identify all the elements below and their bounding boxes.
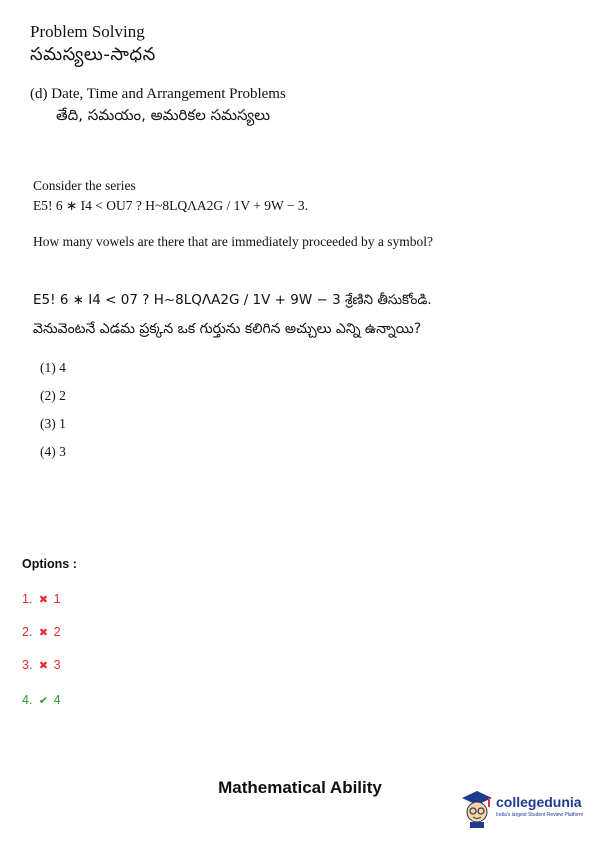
answer-number: 3. <box>22 658 33 672</box>
cross-icon: ✖ <box>38 660 49 672</box>
answer-option-4 <box>22 693 61 707</box>
footer-title: Mathematical Ability <box>218 778 382 797</box>
brand-name: collegedunia <box>496 794 582 810</box>
cross-icon: ✖ <box>38 627 49 639</box>
answer-option-2 <box>22 625 61 639</box>
answer-value: 4 <box>53 693 61 707</box>
page-title-telugu: సమస్యలు-సాధన <box>30 44 156 65</box>
question-option-3: (3) 1 <box>40 416 66 431</box>
answer-value: 1 <box>53 592 61 606</box>
question-option-2: (2) 2 <box>40 388 66 403</box>
answer-number: 4. <box>22 693 33 707</box>
question-prompt: How many vowels are there that are immediately proceeded by a symbol? <box>33 234 433 249</box>
question-series-telugu: E5! 6 ∗ I4 < 07 ? H~8LQΛA2G / 1V + 9W − 3 శ్రేణిని తీసుకోండి. <box>33 292 432 308</box>
section-title-telugu: తేది, సమయం, అమరికల సమస్యలు <box>56 106 271 124</box>
section-title: (d) Date, Time and Arrangement Problems <box>30 86 286 102</box>
options-heading: Options : <box>22 557 77 571</box>
check-icon: ✔ <box>38 695 49 707</box>
brand-tagline: India's largest Student Review Platform <box>496 812 584 818</box>
answer-value: 2 <box>53 625 61 639</box>
answer-option-3 <box>22 658 61 672</box>
cross-icon: ✖ <box>38 594 49 606</box>
answer-number: 1. <box>22 592 33 606</box>
question-option-4: (4) 3 <box>40 444 66 459</box>
question-series: E5! 6 ∗ I4 < OU7 ? H~8LQΛA2G / 1V + 9W − 3. <box>33 198 308 213</box>
brand-logo <box>460 790 590 830</box>
answer-value: 3 <box>53 658 61 672</box>
answer-option-1 <box>22 592 61 606</box>
question-prompt-telugu: వెనువెంటనే ఎడమ ప్రక్కన ఒక గుర్తును కలిగిన అచ్చులు ఎన్ని ఉన్నాయి? <box>33 321 422 337</box>
mascot-icon <box>460 790 494 828</box>
answer-number: 2. <box>22 625 33 639</box>
page-title: Problem Solving <box>30 22 145 41</box>
question-intro: Consider the series <box>33 178 136 193</box>
question-option-1: (1) 4 <box>40 360 66 375</box>
